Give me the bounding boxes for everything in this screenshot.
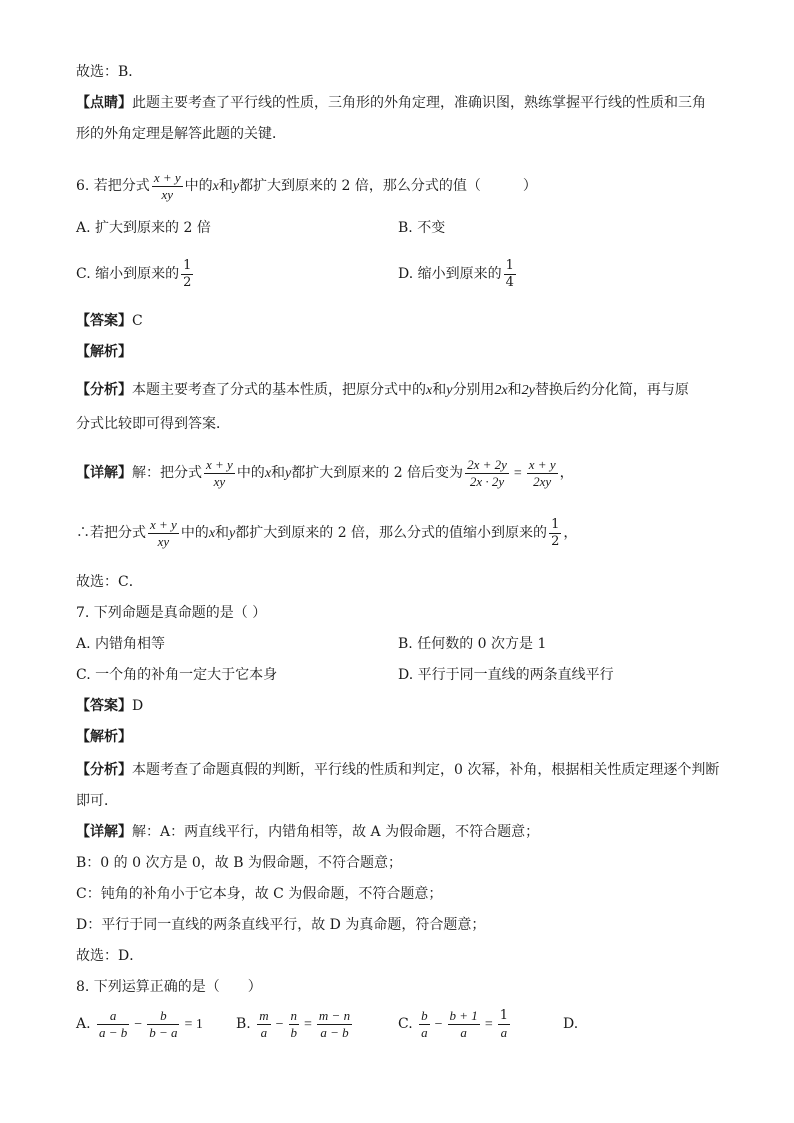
therefore-fraction-1 [148,517,179,550]
fraction-numerator: b + 1 [449,1007,478,1023]
fraction-denominator: a [421,1024,428,1040]
q6-option-c-fraction [181,258,193,291]
q5-conclusion: 故选：B． [76,64,143,80]
detail-label: 【详解】 [76,465,132,481]
detail-text-c: 都扩大到原来的 2 倍后变为 [291,465,464,481]
var-x: x [212,179,219,194]
detail-end: ， [559,465,574,481]
q6-conclusion: 故选：C． [76,574,143,590]
q6-option-c [76,256,195,292]
q7-fenxi-line2: 即可． [76,793,118,809]
therefore-and: 和 [215,525,230,541]
var-2x: 2x [494,383,508,398]
q6-options-row1 [76,218,211,238]
q6-stem-suffix: 都扩大到原来的 2 倍，那么分式的值（ ） [239,178,537,194]
fenxi-and: 和 [432,382,447,398]
fraction-denominator: a − b [317,1024,352,1041]
option-label: C. [398,1016,413,1032]
q6-fenxi-line1 [76,380,689,401]
detail-fraction-3 [527,457,558,490]
var-y: y [446,383,453,398]
fraction-numerator: b [421,1007,428,1023]
fraction-denominator: 2x · 2y [465,473,509,490]
fraction-numerator: 2x + 2y [467,456,507,472]
fraction-numerator: a [109,1007,117,1023]
q7-detail-line3: C：钝角的补角小于它本身，故 C 为假命题，不符合题意； [76,886,443,902]
q6-fenxi-line2: 分式比较即可得到答案． [76,416,230,432]
equals-sign: = [513,466,522,481]
comment-text-1: 此题主要考查了平行线的性质，三角形的外角定理，准确识图，熟练掌握平行线的性质和三角 [132,95,706,111]
q6-therefore-line [76,515,577,552]
fraction-numerator: m − n [318,1007,351,1023]
therefore-text-a: ∴若把分式 [76,525,146,541]
q8-c-fraction-2 [448,1008,480,1041]
fraction-denominator: xy [152,186,183,203]
fraction-numerator: 1 [505,257,514,273]
q6-analysis-label: 【解析】 [76,344,132,360]
detail-text-b: 中的 [236,465,265,481]
fenxi-label: 【分析】 [76,762,132,778]
fraction-denominator: 2 [183,274,192,290]
q8-a-fraction-1 [97,1008,129,1041]
minus-sign: − [275,1017,284,1032]
fraction-denominator: a [498,1024,510,1041]
fraction-numerator: m [259,1007,269,1023]
fenxi-label: 【分析】 [76,382,132,398]
var-y: y [229,526,236,541]
var-y: y [232,179,240,194]
q7-detail-line4: D：平行于同一直线的两条直线平行，故 D 为真命题，符合题意； [76,917,486,933]
q8-stem: 8. 下列运算正确的是（ ） [76,979,262,995]
fraction-numerator: x + y [150,516,177,532]
detail-text: 解：A：两直线平行，内错角相等，故 A 为假命题，不符合题意； [132,824,540,840]
q6-option-d-text: D. 缩小到原来的 [398,266,502,282]
fraction-numerator: x + y [153,169,181,185]
q8-option-d: D. [563,1016,579,1032]
q6-stem-and: 和 [218,178,233,194]
detail-fraction-2 [465,457,509,490]
q7-option-a: A. 内错角相等 [76,636,166,652]
fraction-numerator: 1 [499,1007,508,1023]
q5-comment-line1 [76,93,706,113]
q8-option-b [236,1006,354,1043]
fraction-denominator: 2 [551,533,560,549]
equals-sign: = [484,1017,493,1032]
q7-stem: 7. 下列命题是真命题的是（ ） [76,605,267,621]
q6-option-a: A. 扩大到原来的 2 倍 [76,220,211,236]
var-x: x [208,526,216,541]
fraction-denominator: a [257,1024,270,1041]
equals-result: = 1 [184,1017,203,1032]
fraction-numerator: b [160,1007,167,1023]
var-2y: 2y [521,383,535,398]
fraction-numerator: n [290,1007,297,1023]
fraction-numerator: x + y [528,456,556,472]
q8-b-fraction-1 [257,1008,270,1041]
q6-option-d [398,256,518,292]
q6-stem-mid: 中的 [184,178,213,194]
therefore-end: ， [563,525,578,541]
fenxi-text-c: 替换后约分化简，再与原 [534,382,689,398]
q8-b-fraction-3 [317,1008,352,1041]
answer-label: 【答案】 [76,698,132,714]
q8-option-a [76,1006,206,1043]
q7-option-c: C. 一个角的补角一定大于它本身 [76,667,278,683]
q6-option-b: B. 不变 [398,220,446,236]
fraction-numerator: 1 [183,257,192,273]
fraction-denominator: b − a [149,1024,178,1040]
fenxi-and-2: 和 [507,382,522,398]
detail-text-a: 解：把分式 [132,465,202,481]
detail-label: 【详解】 [76,824,132,840]
minus-sign: − [134,1017,143,1032]
fraction-numerator: 1 [551,516,560,532]
q5-comment-line2: 形的外角定理是解答此题的关键． [76,126,286,142]
option-label: A. [76,1016,91,1032]
q8-option-c [398,1006,512,1043]
answer-label: 【答案】 [76,313,132,329]
fraction-denominator: a [448,1024,480,1041]
q6-option-d-fraction [504,258,516,291]
q7-conclusion: 故选：D． [76,948,144,964]
q6-stem-fraction [152,170,183,203]
fraction-denominator: 4 [505,274,514,290]
fenxi-text-a: 本题主要考查了分式的基本性质，把原分式中的 [132,382,426,398]
fraction-denominator: b [290,1024,297,1040]
q7-option-b: B. 任何数的 0 次方是 1 [398,636,547,652]
q6-stem-prefix: 6. 若把分式 [76,178,150,194]
q8-b-fraction-2 [289,1008,300,1041]
q8-a-fraction-2 [147,1008,179,1041]
detail-fraction-1 [204,457,235,490]
detail-and: 和 [271,465,286,481]
q7-analysis-label: 【解析】 [76,729,132,745]
q8-c-fraction-3 [498,1008,510,1041]
var-y: y [285,466,292,481]
fraction-denominator: xy [204,473,235,490]
q6-answer [76,311,143,331]
q6-option-c-text: C. 缩小到原来的 [76,266,180,282]
q7-detail-line2: B：0 的 0 次方是 0，故 B 为假命题，不符合题意； [76,855,402,871]
fraction-denominator: 2xy [527,473,558,490]
fraction-denominator: xy [148,533,179,550]
therefore-text-c: 都扩大到原来的 2 倍，那么分式的值缩小到原来的 [235,525,548,541]
q8-c-fraction-1 [419,1008,430,1041]
answer-value: D [132,698,144,714]
fenxi-text: 本题考查了命题真假的判断，平行线的性质和判定，0 次幂，补角，根据相关性质定理逐个判断 [132,762,720,778]
minus-sign: − [434,1017,443,1032]
q7-answer [76,696,143,716]
q6-detail-line [76,455,574,492]
answer-value: C [132,313,143,329]
fraction-numerator: x + y [206,456,233,472]
equals-sign: = [304,1017,312,1032]
q7-option-d: D. 平行于同一直线的两条直线平行 [398,667,614,683]
q7-detail-line1 [76,822,539,842]
therefore-fraction-2 [549,517,561,550]
fenxi-text-b: 分别用 [452,382,495,398]
therefore-text-b: 中的 [180,525,209,541]
var-x: x [426,383,433,398]
fraction-denominator: a − b [99,1024,128,1040]
option-label: B. [236,1016,251,1032]
q7-fenxi-line1 [76,760,719,780]
comment-label: 【点睛】 [76,95,132,111]
var-x: x [264,466,272,481]
q6-stem [76,168,537,205]
